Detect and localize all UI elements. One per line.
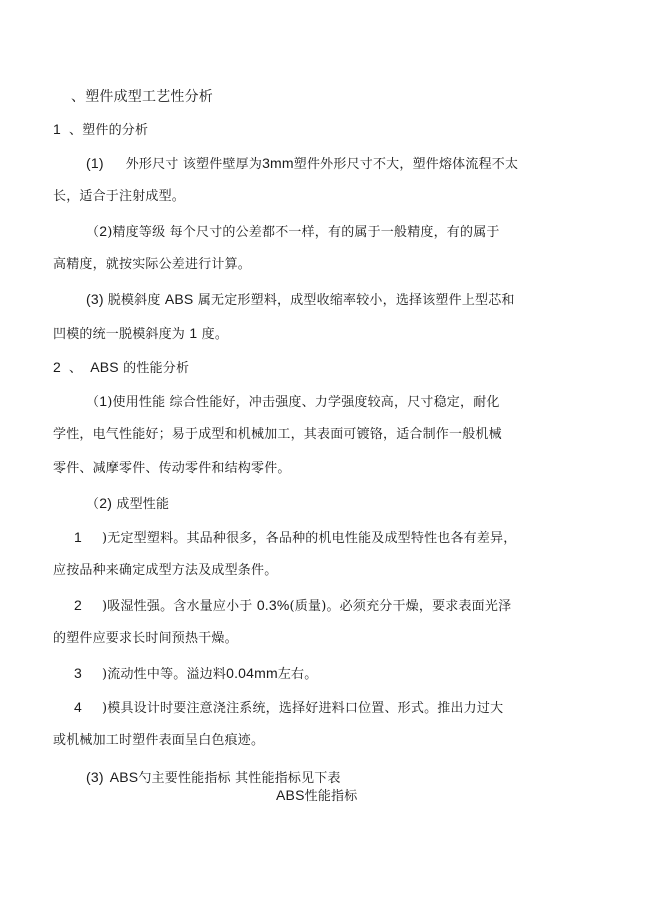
part1-item1-text-b: 3mm [262, 155, 294, 171]
part2-forming-num: 2) [99, 495, 113, 511]
part2-use-text: )使用性能 综合性能好，冲击强度、力学强度较高，尺寸稳定，耐化 [107, 395, 500, 410]
part1-item1-line2-text: 长，适合于注射成型。 [53, 189, 186, 204]
part1-item2-text: )精度等级 每个尺寸的公差都不一样，有的属于一般精度，有的属于 [107, 225, 500, 240]
part1-item3-line2-c: 度。 [197, 327, 229, 342]
part1-item3-text-a: 脱模斜度 [107, 293, 165, 308]
part2-forming-open: （ [86, 497, 100, 512]
part1-item2-line2-text: 高精度，就按实际公差进行计算。 [53, 257, 252, 272]
part2-use-line3-text: 零件、减摩零件、传动零件和结构零件。 [53, 461, 291, 476]
part2-sub4-line1 [74, 699, 503, 717]
table-caption-abs: ABS [276, 787, 305, 803]
part2-sub2-num: 2 [74, 597, 82, 613]
part2-heading-num: 2 [53, 359, 61, 375]
part2-sub4-line2 [53, 733, 264, 749]
part2-sub2-text-a: )吸湿性强。含水量应小于 [102, 599, 257, 614]
part1-item3-line2 [53, 325, 228, 343]
part1-item3-num: (3) [86, 291, 104, 307]
part2-use-open: （ [86, 395, 100, 410]
part2-sub1-num: 1 [74, 529, 82, 545]
part1-item3-text-c: 属无定形塑料，成型收缩率较小，选择该塑件上型芯和 [193, 293, 515, 308]
section-title [71, 89, 213, 105]
part1-item3-line1 [86, 291, 515, 309]
part2-sub3-line1 [74, 665, 317, 683]
part2-sub4-num: 4 [74, 699, 82, 715]
part2-heading-text: 的性能分析 [118, 361, 190, 376]
part2-index-abs: ABS [109, 769, 139, 785]
part2-sub1-line2 [53, 563, 277, 579]
part1-heading [53, 121, 148, 139]
part1-item2-line1 [86, 223, 500, 241]
part2-sub4-text: )模具设计时要注意浇注系统，选择好进料口位置、形式。推出力过大 [102, 701, 504, 716]
part2-sub3-text-b: 0.04mm [226, 665, 278, 681]
part2-forming-label: 成型性能 [112, 497, 170, 512]
part2-heading-abs: ABS [90, 359, 119, 375]
part2-forming-heading [86, 495, 169, 513]
part2-sub2-line2 [53, 631, 238, 647]
table-caption [276, 787, 357, 805]
part2-index-text: 勺主要性能指标 其性能指标见下表 [138, 771, 341, 786]
table-caption-text: 性能指标 [304, 789, 358, 804]
part2-sub2-text-b: 0.3% [256, 597, 290, 613]
part2-sub1-line2-text: 应按品种来确定成型方法及成型条件。 [53, 563, 278, 578]
part2-use-num: 1 [99, 393, 108, 409]
part1-item1-line2 [53, 189, 185, 205]
part2-sub2-line2-text: 的塑件应要求长时间预热干燥。 [53, 631, 238, 646]
part1-item2-open: （ [86, 225, 100, 240]
part2-use-line2 [53, 427, 502, 443]
part1-heading-num: 1 [53, 121, 61, 137]
part2-sub3-num: 3 [74, 665, 82, 681]
part2-sub4-line2-text: 或机械加工时塑件表面呈白色痕迹。 [53, 733, 265, 748]
part1-item3-text-b: ABS [164, 291, 194, 307]
part2-sub2-text-c: (质量)。必须充分干燥，要求表面光泽 [289, 599, 512, 614]
part1-item1-num: (1) [86, 155, 104, 171]
part2-sub3-text-a: )流动性中等。溢边料 [102, 667, 227, 682]
part2-heading-sep: 、 [69, 361, 83, 376]
part2-sub3-text-c: 左右。 [277, 667, 318, 682]
part2-index-num: (3) [86, 769, 104, 785]
section-title-text: 、塑件成型工艺性分析 [71, 89, 213, 105]
part2-use-line3 [53, 461, 291, 477]
part1-item1-line1 [86, 155, 518, 173]
part2-index-line [86, 769, 341, 787]
part2-sub1-line1 [74, 529, 516, 547]
part1-item2-num: 2 [99, 223, 108, 239]
part2-sub2-line1 [74, 597, 511, 615]
part2-heading [53, 359, 189, 377]
part1-item2-line2 [53, 257, 251, 273]
part2-use-line1 [86, 393, 500, 411]
part2-use-line2-text: 学性，电气性能好；易于成型和机械加工，其表面可镀铬，适合制作一般机械 [53, 427, 502, 442]
part1-heading-text: 、塑件的分析 [69, 123, 149, 138]
part2-sub1-text: )无定型塑料。其品种很多，各品种的机电性能及成型特性也各有差异， [102, 531, 517, 546]
part1-item3-line2-b: 1 [189, 325, 198, 341]
part1-item3-line2-a: 凹模的统一脱模斜度为 [53, 327, 190, 342]
part1-item1-text-c: 塑件外形尺寸不大，塑件熔体流程不太 [293, 157, 519, 172]
part1-item1-text-a: 外形尺寸 该塑件壁厚为 [125, 157, 263, 172]
